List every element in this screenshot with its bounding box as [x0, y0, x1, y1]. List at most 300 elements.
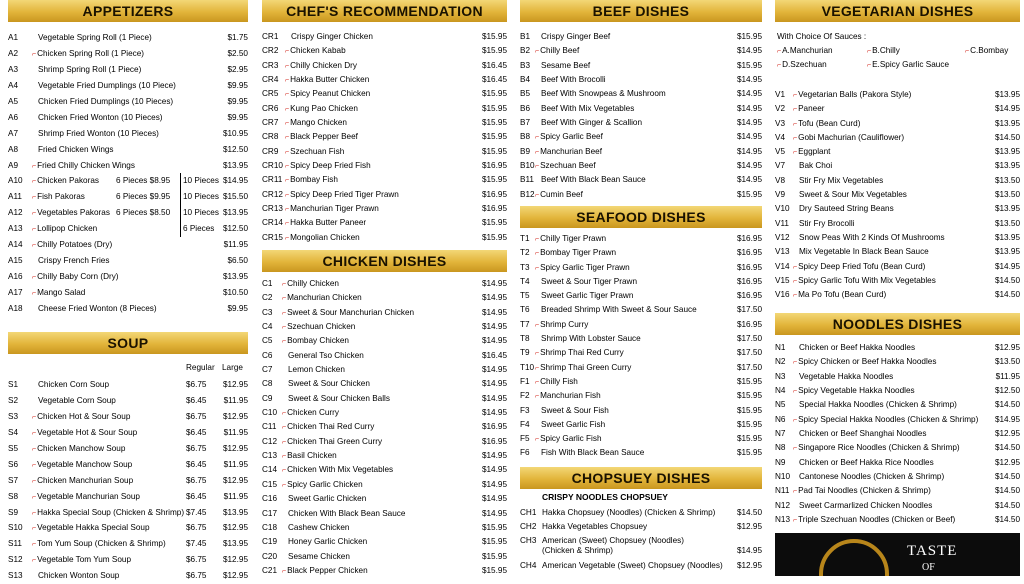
menu-item-row: [520, 446, 762, 460]
item-code: A14: [8, 240, 23, 250]
item-code: V13: [775, 247, 790, 257]
item-price: $16.95: [481, 436, 507, 446]
item-code: T3: [520, 262, 530, 272]
menu-item-row: [262, 291, 507, 305]
menu-item-row: [262, 87, 507, 101]
item-code: V2: [775, 104, 786, 114]
item-name: ⌐Chilly Baby Corn (Dry): [32, 272, 119, 282]
item-name: Chicken or Beef Hakka Rice Noodles: [799, 457, 934, 467]
column-1: [8, 0, 248, 581]
menu-item-row: [262, 116, 507, 130]
menu-item-row: [262, 521, 507, 535]
item-price: $2.95: [227, 64, 248, 74]
item-code: CR3: [262, 60, 279, 70]
item-name: ⌐Manchurian Tiger Prawn: [285, 204, 379, 214]
item-code: F4: [520, 419, 530, 429]
menu-item-row: [8, 221, 248, 237]
menu-item-row: [8, 46, 248, 62]
chili-icon: ⌐: [285, 220, 290, 228]
menu-item-row: [8, 552, 248, 568]
regular-price: $6.75: [186, 380, 207, 389]
item-price: $9.95: [227, 303, 248, 313]
appetizers-list: [8, 30, 248, 317]
menu-item-row: [8, 205, 248, 221]
item-name: Stir Fry Mix Vegetables: [799, 175, 884, 185]
menu-item-row: [262, 420, 507, 434]
menu-item-row: [520, 432, 762, 446]
menu-item-row: [775, 188, 1020, 202]
menu-item-row: [8, 78, 248, 94]
regular-price: $6.45: [186, 427, 207, 437]
menu-item-row: [775, 513, 1020, 527]
sauce-c: ⌐C.Bombay: [965, 46, 1009, 55]
item-price: $16.95: [736, 248, 762, 258]
item-price: $15.95: [736, 419, 762, 429]
item-code: C10: [262, 408, 278, 418]
item-price: $15.95: [481, 132, 507, 142]
item-code: T10: [520, 362, 535, 372]
menu-item-row: [775, 384, 1020, 398]
item-name: Chicken or Beef Hakka Noodles: [799, 343, 916, 352]
item-name: ⌐Sweet & Sour Manchurian Chicken: [282, 307, 415, 317]
item-name: Sweet & Sour Chicken: [288, 379, 370, 389]
item-code: C14: [262, 465, 278, 475]
menu-item-row: [8, 189, 248, 205]
item-code: A1: [8, 33, 19, 42]
item-name: Crispy Ginger Chicken: [291, 32, 373, 41]
menu-item-row: [775, 370, 1020, 384]
menu-item-row: [8, 30, 248, 46]
chili-icon: ⌐: [32, 493, 37, 501]
item-code: S10: [8, 523, 23, 533]
item-name: ⌐Chicken Manchow Soup: [32, 443, 126, 453]
item-code: A10: [8, 176, 23, 186]
menu-item-row: [262, 44, 507, 58]
item-name: ⌐Chicken With Mix Vegetables: [282, 465, 394, 475]
item-code: C7: [262, 365, 273, 375]
item-code: CR10: [262, 161, 283, 171]
item-code: F6: [520, 448, 530, 458]
menu-item-row: [520, 418, 762, 432]
chopsuey-list: [520, 506, 762, 573]
item-price: $15.95: [481, 32, 507, 41]
item-code: F3: [520, 405, 530, 415]
item-name: ⌐Black Pepper Chicken: [282, 565, 368, 575]
item-name: ⌐Hakka Butter Chicken: [285, 75, 370, 85]
ten-piece-label: 10 Pieces: [180, 173, 219, 189]
item-name: Chicken Fried Wonton (10 Pieces): [38, 112, 163, 122]
chili-icon: ⌐: [535, 236, 540, 243]
item-name: Beef With Black Bean Sauce: [541, 175, 646, 185]
item-code: A13: [8, 224, 23, 234]
chili-icon: ⌐: [32, 210, 37, 218]
item-code: C13: [262, 451, 278, 461]
seafood-header: SEAFOOD DISHES: [520, 206, 762, 228]
item-price: $14.95: [481, 307, 507, 317]
item-name: Cantonese Noodles (Chicken & Shrimp): [799, 472, 945, 482]
item-price: $12.95: [736, 560, 762, 570]
item-name: ⌐Mango Chicken: [285, 118, 347, 128]
chili-icon: ⌐: [535, 134, 540, 142]
item-price: $14.95: [736, 75, 762, 85]
item-name: ⌐Szechuan Beef: [535, 161, 596, 171]
regular-price: $6.45: [186, 459, 207, 469]
menu-item-row: [520, 232, 762, 246]
item-name: ⌐Shrimp Thai Green Curry: [535, 362, 632, 372]
menu-item-row: [262, 435, 507, 449]
item-code: B12: [520, 189, 535, 199]
chili-icon: ⌐: [32, 242, 37, 250]
chili-icon: ⌐: [285, 177, 290, 185]
item-name: ⌐Mongolian Chicken: [285, 232, 360, 242]
column-3: [520, 0, 762, 570]
item-name: ⌐Vegetable Manchow Soup: [32, 459, 133, 469]
chili-icon: ⌐: [793, 517, 798, 525]
large-price: $12.95: [222, 380, 248, 389]
item-price: $10.50: [222, 288, 248, 297]
soup-large-label: Large: [222, 363, 243, 372]
large-price: $12.95: [222, 411, 248, 421]
menu-item-row: [8, 409, 248, 425]
item-price: $15.95: [481, 175, 507, 185]
item-code: T1: [520, 234, 530, 243]
menu-item-row: [262, 277, 507, 291]
item-name: American Vegetable (Sweet) Chopsuey (Noodles): [542, 560, 723, 570]
item-code: C2: [262, 293, 273, 303]
chili-icon: ⌐: [282, 410, 287, 418]
item-price: $13.95: [994, 232, 1020, 242]
item-price: $13.95: [994, 90, 1020, 99]
item-code: CR4: [262, 75, 279, 85]
chili-icon: ⌐: [285, 120, 290, 128]
item-code: C16: [262, 494, 278, 504]
chili-icon: ⌐: [793, 106, 798, 114]
item-code: C1: [262, 279, 273, 288]
item-price: $13.95: [994, 247, 1020, 257]
menu-item-row: [520, 534, 762, 559]
item-code: C4: [262, 322, 273, 332]
menu-item-row: [520, 159, 762, 173]
logo-line-1: TASTE: [907, 543, 958, 559]
item-price: $11.95: [995, 371, 1020, 381]
item-price: $15.95: [736, 189, 762, 199]
item-name: Beef With Ginger & Scallion: [541, 118, 643, 128]
item-code: A16: [8, 272, 23, 282]
item-name: ⌐Chicken Thai Red Curry: [282, 422, 375, 432]
item-name: ⌐Spicy Chicken or Beef Hakka Noodles: [793, 357, 937, 367]
item-price: $15.95: [481, 218, 507, 228]
menu-item-row: [520, 375, 762, 389]
regular-price: $6.45: [186, 491, 207, 501]
menu-item-row: [8, 110, 248, 126]
item-name: ⌐Chilly Potatoes (Dry): [32, 240, 113, 250]
logo-line-2: OF: [922, 562, 935, 573]
large-price: $12.95: [222, 523, 248, 533]
item-code: S6: [8, 459, 19, 469]
item-name: General Tso Chicken: [288, 350, 364, 360]
soup-regular-label: Regular: [186, 363, 215, 372]
chili-icon: ⌐: [793, 445, 798, 453]
item-code: N6: [775, 414, 786, 424]
chopsuey-header: CHOPSUEY DISHES: [520, 467, 762, 489]
item-code: B2: [520, 46, 531, 56]
item-price: $16.95: [481, 161, 507, 171]
restaurant-logo: [775, 533, 1020, 576]
item-price: $14.95: [736, 89, 762, 99]
item-code: S3: [8, 411, 19, 421]
item-code: CR12: [262, 189, 283, 199]
menu-item-row: [262, 173, 507, 187]
item-code: CR15: [262, 232, 283, 242]
menu-item-row: [8, 142, 248, 158]
item-code: T9: [520, 348, 530, 358]
menu-item-row: [520, 73, 762, 87]
item-name: ⌐Chilly Chicken Dry: [285, 60, 357, 70]
item-code: C21: [262, 565, 278, 575]
item-price: $13.95: [994, 118, 1020, 128]
menu-item-row: [775, 260, 1020, 274]
item-price: $12.95: [994, 343, 1020, 352]
menu-item-row: [262, 478, 507, 492]
menu-item-row: [8, 505, 248, 521]
item-name: Vegetable Corn Soup: [38, 395, 116, 405]
menu-item-row: [520, 404, 762, 418]
chili-icon: ⌐: [793, 359, 798, 367]
menu-item-row: [520, 520, 762, 534]
chili-icon: ⌐: [535, 148, 540, 156]
menu-item-row: [775, 245, 1020, 259]
item-price: $16.95: [736, 319, 762, 329]
item-name: ⌐Chicken Thai Green Curry: [282, 436, 383, 446]
item-price: $15.95: [481, 46, 507, 56]
menu-item-row: [262, 334, 507, 348]
item-code: CR5: [262, 89, 279, 99]
chili-icon: ⌐: [285, 105, 290, 113]
chili-icon: ⌐: [535, 350, 540, 358]
menu-item-row: [520, 30, 762, 44]
item-name: Beef With Brocolli: [541, 75, 606, 85]
item-price: $14.95: [736, 546, 762, 555]
column-4: [775, 0, 1020, 525]
item-code: B11: [520, 175, 534, 185]
menu-item-row: [8, 393, 248, 409]
item-code: C8: [262, 379, 273, 389]
item-price: $14.95: [481, 279, 507, 288]
item-code: CH3: [520, 536, 537, 545]
large-price: $12.95: [222, 571, 248, 581]
item-price: $13.95: [994, 147, 1020, 157]
item-code: T5: [520, 291, 530, 301]
item-code: T6: [520, 305, 530, 315]
menu-item-row: [775, 88, 1020, 102]
item-code: S1: [8, 380, 19, 389]
item-name: Shrimp Spring Roll (1 Piece): [38, 64, 142, 74]
item-price: $9.95: [227, 112, 248, 122]
item-price: $14.95: [481, 293, 507, 303]
item-price: $11.95: [223, 240, 248, 250]
chili-icon: ⌐: [285, 77, 290, 85]
menu-item-row: [775, 117, 1020, 131]
item-code: N12: [775, 500, 791, 510]
item-price: $15.95: [481, 565, 507, 575]
item-code: A17: [8, 288, 23, 297]
item-name: Sesame Chicken: [288, 551, 350, 561]
veg-list: [775, 88, 1020, 302]
item-name: Snow Peas With 2 Kinds Of Mushrooms: [799, 232, 945, 242]
menu-item-row: [775, 355, 1020, 369]
item-code: V1: [775, 90, 786, 99]
item-name: Hakka Chopsuey (Noodles) (Chicken & Shrimp): [542, 508, 716, 517]
item-code: N11: [775, 486, 790, 496]
chili-icon: ⌐: [535, 364, 540, 372]
chili-icon: ⌐: [535, 264, 540, 272]
item-price: $17.50: [736, 305, 762, 315]
chef-header: CHEF'S RECOMMENDATION: [262, 0, 507, 22]
item-price: $13.95: [222, 160, 248, 170]
menu-item-row: [520, 361, 762, 375]
menu-item-row: [775, 427, 1020, 441]
menu-item-row: [520, 59, 762, 73]
chili-icon: ⌐: [285, 91, 290, 99]
item-code: C20: [262, 551, 278, 561]
menu-item-row: [262, 392, 507, 406]
item-price: $14.50: [994, 515, 1020, 525]
menu-item-row: [8, 473, 248, 489]
menu-item-row: [262, 59, 507, 73]
chili-icon: ⌐: [793, 263, 798, 271]
item-name: Bak Choi: [799, 161, 833, 171]
item-name: ⌐Chicken Spring Roll (1 Piece): [32, 48, 145, 58]
item-price: $14.95: [481, 508, 507, 518]
item-name: Chicken or Beef Shanghai Noodles: [799, 429, 927, 439]
item-name: ⌐Szechuan Chicken: [282, 322, 356, 332]
chili-icon: ⌐: [285, 148, 290, 156]
sauce-d: ⌐D.Szechuan: [777, 60, 827, 69]
chili-icon: ⌐: [535, 378, 540, 386]
chicken-list: [262, 277, 507, 578]
six-piece-price: 6 Pieces $9.95: [116, 192, 171, 202]
item-code: B7: [520, 118, 531, 128]
chili-icon: ⌐: [535, 436, 540, 444]
item-code: T2: [520, 248, 530, 258]
item-name: Crispy Ginger Beef: [541, 32, 611, 41]
chili-icon: ⌐: [282, 295, 287, 303]
chili-icon: ⌐: [32, 557, 37, 565]
item-name: ⌐Chilly Beef: [535, 46, 580, 56]
menu-item-row: [520, 559, 762, 573]
item-price: $14.50: [994, 132, 1020, 142]
item-name: ⌐Vegetable Hakka Special Soup: [32, 523, 150, 533]
item-name: ⌐Paneer: [793, 104, 825, 114]
menu-item-row: [520, 130, 762, 144]
item-price: $16.95: [736, 262, 762, 272]
item-name: Lemon Chicken: [288, 365, 345, 375]
item-code: N7: [775, 429, 786, 439]
item-price: $14.95: [481, 494, 507, 504]
menu-item-row: [775, 398, 1020, 412]
item-price: $1.75: [227, 33, 248, 42]
chili-icon: ⌐: [32, 274, 37, 282]
item-name: Shrimp Fried Wonton (10 Pieces): [38, 128, 159, 138]
item-price: $16.95: [736, 291, 762, 301]
item-price: $13.50: [994, 357, 1020, 367]
item-name: ⌐Hakka Butter Paneer: [285, 218, 367, 228]
item-name: ⌐Spicy Garlic Tofu With Mix Vegetables: [793, 275, 936, 285]
chili-icon: ⌐: [32, 461, 37, 469]
regular-price: $6.75: [186, 411, 207, 421]
seafood-list: [520, 232, 762, 461]
item-code: S13: [8, 571, 23, 581]
menu-item-row: [8, 425, 248, 441]
noodles-list: [775, 341, 1020, 527]
item-name: Fried Chicken Wings: [38, 144, 114, 154]
chili-icon: ⌐: [793, 134, 798, 142]
menu-item-row: [262, 507, 507, 521]
item-code: T7: [520, 319, 530, 329]
item-code: V3: [775, 118, 786, 128]
item-price: $14.95: [736, 161, 762, 171]
item-code: A15: [8, 256, 23, 266]
regular-price: $7.45: [186, 507, 207, 517]
item-code: V9: [775, 190, 786, 200]
item-name: ⌐Vegetable Hot & Sour Soup: [32, 427, 138, 437]
item-name: ⌐Shrimp Curry: [535, 319, 589, 329]
item-price: $14.50: [994, 486, 1020, 496]
item-name: Sweet & Sour Chicken Balls: [288, 393, 390, 403]
item-price: $14.95: [481, 408, 507, 418]
menu-item-row: [262, 349, 507, 363]
item-price: $13.95: [222, 208, 248, 218]
menu-item-row: [8, 269, 248, 285]
item-code: B9: [520, 146, 531, 156]
item-name: Cashew Chicken: [288, 522, 350, 532]
item-price: $9.95: [227, 80, 248, 90]
item-name: ⌐Vegetarian Balls (Pakora Style): [793, 90, 912, 99]
item-price: $15.95: [481, 522, 507, 532]
item-name: ⌐Fish Pakoras: [32, 192, 85, 202]
chili-icon: ⌐: [32, 445, 37, 453]
item-price: $16.95: [736, 234, 762, 243]
chili-icon: ⌐: [285, 134, 290, 142]
item-name: ⌐Ma Po Tofu (Bean Curd): [793, 290, 887, 300]
menu-item-row: [8, 158, 248, 174]
logo-emblem-icon: [819, 539, 889, 576]
regular-price: $6.75: [186, 571, 207, 581]
menu-item-row: [262, 102, 507, 116]
item-name: Sweet Carmarlized Chicken Noodles: [799, 500, 933, 510]
item-name: ⌐Shrimp Thai Red Curry: [535, 348, 624, 358]
item-name: ⌐Eggplant: [793, 147, 831, 157]
item-name: Crispy French Fries: [38, 256, 110, 266]
item-price: $16.45: [481, 60, 507, 70]
item-code: CR9: [262, 146, 279, 156]
menu-item-row: [520, 303, 762, 317]
item-name-line-2: (Chicken & Shrimp): [542, 546, 613, 555]
item-name: ⌐Triple Szechuan Noodles (Chicken or Beef): [793, 515, 956, 525]
item-name: ⌐Basil Chicken: [282, 451, 337, 461]
item-code: C17: [262, 508, 278, 518]
item-name: Sweet Garlic Fish: [541, 419, 606, 429]
chili-icon: ⌐: [285, 163, 290, 171]
soup-size-header: [8, 360, 248, 376]
menu-item-row: [262, 159, 507, 173]
menu-item-row: [262, 202, 507, 216]
chili-icon: ⌐: [282, 309, 287, 317]
item-price: $15.95: [736, 391, 762, 401]
regular-price: $6.75: [186, 523, 207, 533]
item-code: F2: [520, 391, 530, 401]
chili-icon: ⌐: [282, 481, 287, 489]
